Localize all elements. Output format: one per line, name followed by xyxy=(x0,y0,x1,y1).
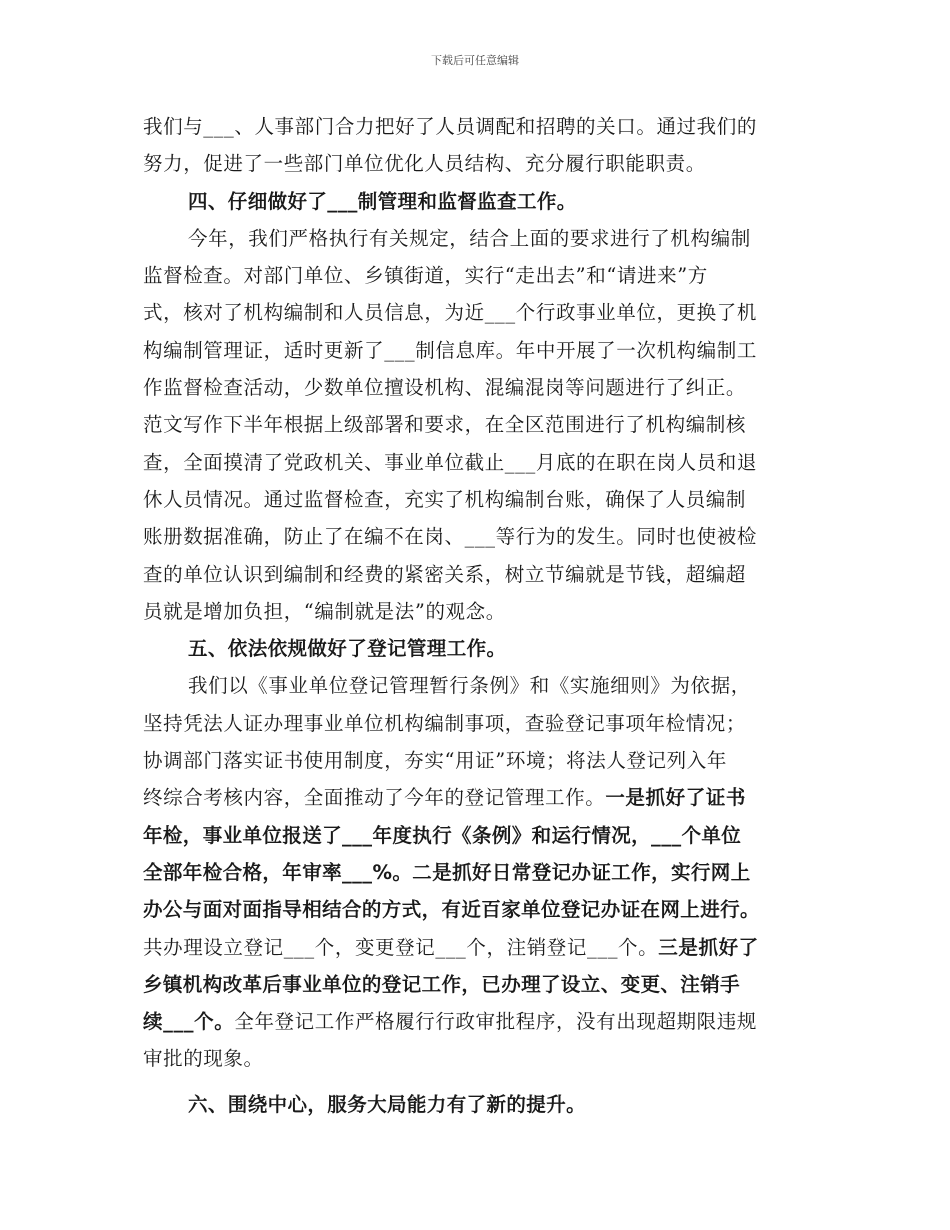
text-segment: 共办理设立登记___个，变更登记___个，注销登记___个。 xyxy=(143,935,659,959)
page-header: 下载后可任意编辑 xyxy=(431,54,519,67)
bold-segment: 一是抓好了证书 xyxy=(605,786,747,810)
document-body xyxy=(143,108,815,1123)
bold-segment: 续___个。 xyxy=(143,1010,235,1034)
text-line xyxy=(143,929,815,966)
text-line: 今年，我们严格执行有关规定，结合上面的要求进行了机构编制 xyxy=(188,226,751,250)
text-line: 查，全面摸清了党政机关、事业单位截止___月底的在职在岗人员和退 xyxy=(143,450,757,474)
text-line xyxy=(143,1003,815,1040)
text-segment: 全年登记工作严格履行行政审批程序，没有出现超期限违规 xyxy=(234,1010,757,1034)
text-line: 范文写作下半年根据上级部署和要求，在全区范围进行了机构编制核 xyxy=(143,413,747,437)
section-heading: 四、仔细做好了___制管理和监督监查工作。 xyxy=(188,189,577,213)
text-line: 账册数据准确，防止了在编不在岗、___等行为的发生。同时也使被检 xyxy=(143,525,757,549)
text-line: 休人员情况。通过监督检查，充实了机构编制台账，确保了人员编制 xyxy=(143,487,747,511)
text-line-bold: 办公与面对面指导相结合的方式，有近百家单位登记办证在网上进行。 xyxy=(143,898,760,922)
text-line-bold: 乡镇机构改革后事业单位的登记工作，已办理了设立、变更、注销手 xyxy=(143,972,741,996)
section-heading: 六、围绕中心，服务大局能力有了新的提升。 xyxy=(188,1092,587,1116)
text-segment: 终综合考核内容，全面推动了今年的登记管理工作。 xyxy=(143,786,606,810)
text-line: 员就是增加负担，“编制就是法”的观念。 xyxy=(143,599,506,623)
section-heading: 五、依法依规做好了登记管理工作。 xyxy=(188,637,507,661)
text-line: 审批的现象。 xyxy=(143,1047,264,1071)
text-line: 我们以《事业单位登记管理暂行条例》和《实施细则》为依据， xyxy=(188,674,751,698)
text-line: 努力，促进了一些部门单位优化人员结构、充分履行职能职责。 xyxy=(143,152,706,176)
text-line xyxy=(143,779,815,816)
text-line: 我们与___、人事部门合力把好了人员调配和招聘的关口。通过我们的 xyxy=(143,115,757,138)
text-line: 坚持凭法人证办理事业单位机构编制事项，查验登记事项年检情况； xyxy=(143,711,747,735)
text-line-bold: 全部年检合格，年审率___%。二是抓好日常登记办证工作，实行网上 xyxy=(143,860,751,884)
text-line: 作监督检查活动，少数单位擅设机构、混编混岗等问题进行了纠正。 xyxy=(143,376,747,400)
text-line: 监督检查。对部门单位、乡镇街道，实行“走出去”和“请进来”方 xyxy=(143,264,708,288)
text-line: 协调部门落实证书使用制度，夯实“用证”环境；将法人登记列入年 xyxy=(143,749,727,773)
bold-segment: 三是抓好了 xyxy=(658,935,759,959)
text-line: 构编制管理证，适时更新了___制信息库。年中开展了一次机构编制工 xyxy=(143,338,757,362)
text-line: 式，核对了机构编制和人员信息，为近___个行政事业单位，更换了机 xyxy=(143,301,757,325)
spacer xyxy=(143,1078,815,1086)
text-line: 查的单位认识到编制和经费的紧密关系，树立节编就是节钱，超编超 xyxy=(143,562,747,586)
text-line-bold: 年检，事业单位报送了___年度执行《条例》和运行情况，___个单位 xyxy=(143,823,742,847)
